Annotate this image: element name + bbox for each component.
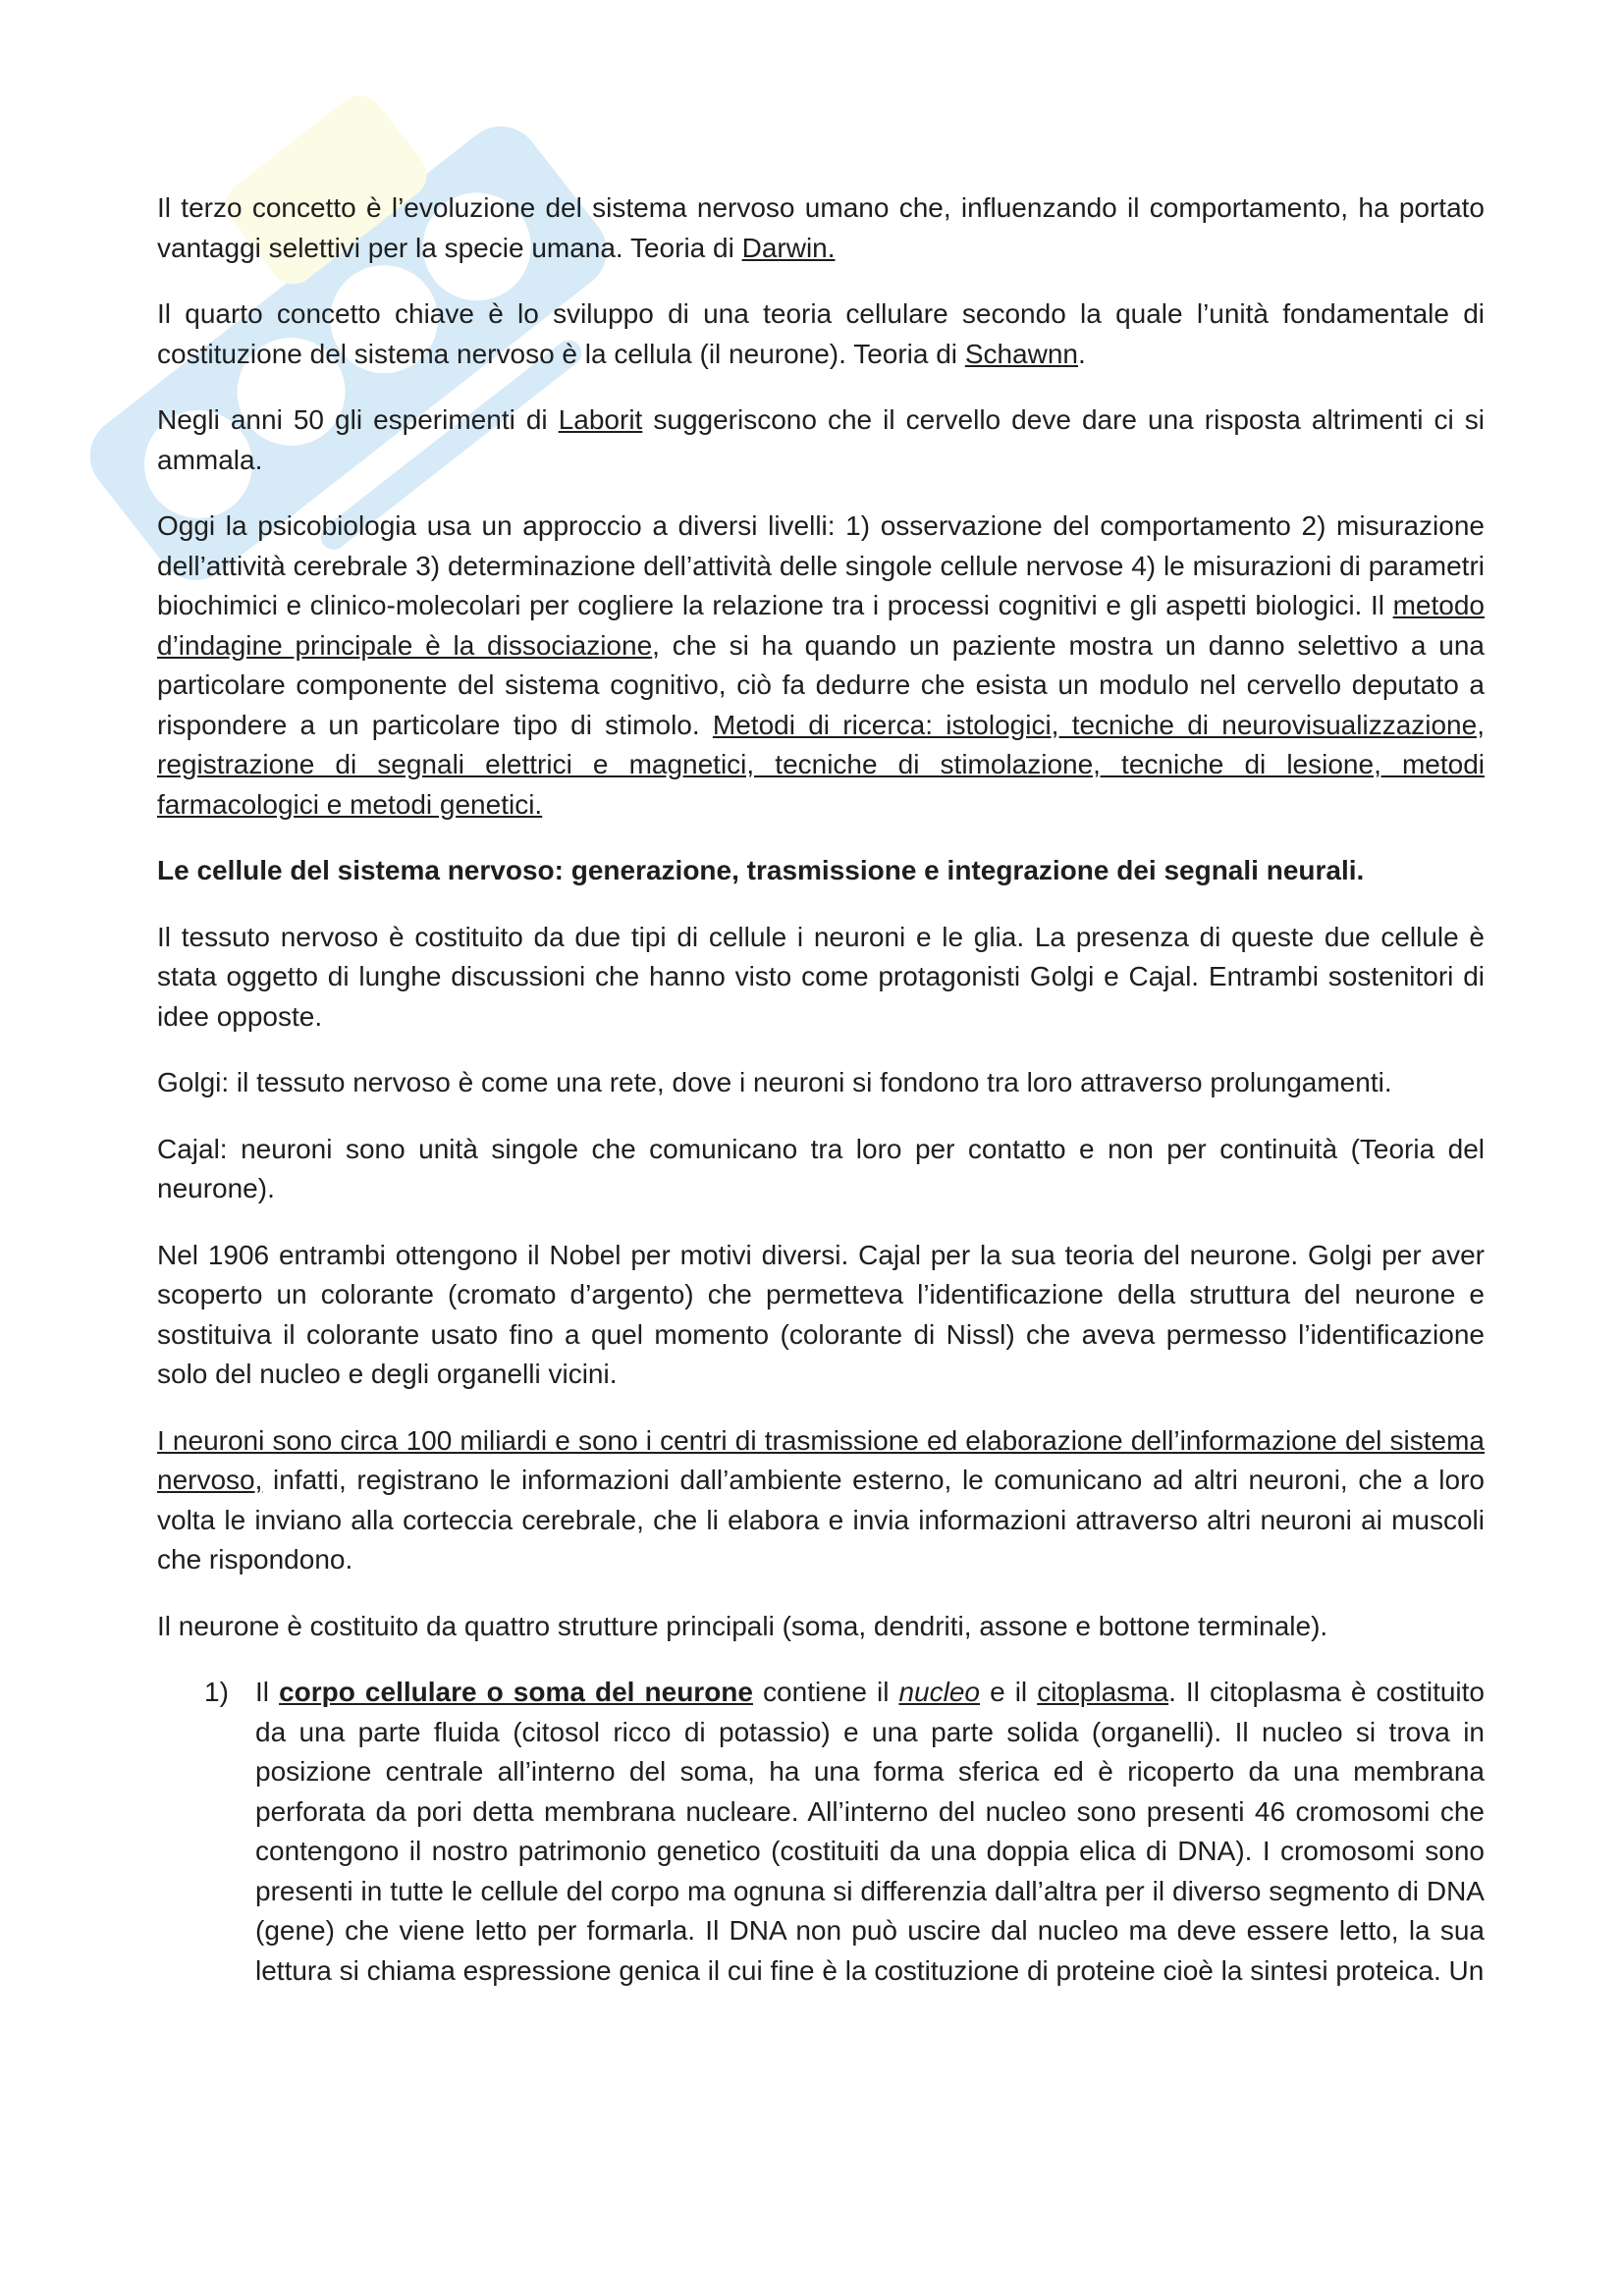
citoplasma-term: citoplasma [1037, 1677, 1169, 1707]
list-item: 1) Il corpo cellulare o soma del neurone contiene il nucleo e il citoplasma. Il citoplasma è costituito da una parte fluida (citosol ricco di potassio) e una parte solida (organelli). Il nucleo si trova in posizione centrale all’interno del soma, ha una forma sferica ed è ricoperto da una membrana perforata da pori detta membrana nucleare. All’interno del nucleo sono presenti 46 cromosomi che contengono il nostro patrimonio genetico (costituiti da una doppia elica di DNA). I cromosomi sono presenti in tutte le cellule del corpo ma ognuna si differenzia dall’altra per il diverso segmento di DNA (gene) che viene letto per formarla. Il DNA non può uscire dal nucleo ma deve essere letto, la sua lettura si chiama espressione genica il cui fine è la costituzione di proteine cioè la sintesi proteica. Un [157, 1673, 1485, 1991]
paragraph-teoria-cellulare: Il quarto concetto chiave è lo sviluppo di una teoria cellulare secondo la quale l’unità fondamentale di costituzione del sistema nervoso è la cellula (il neurone). Teoria di Schawnn. [157, 298, 1485, 369]
document-page [157, 188, 1485, 1991]
paragraph-psicobiologia: Oggi la psicobiologia usa un approccio a diversi livelli: 1) osservazione del comportamento 2) misurazione dell’attività cerebrale 3) determinazione dell’attività delle singole cellule nervose 4) le misurazioni di parametri biochimici e clinico-molecolari per cogliere la relazione tra i processi cognitivi e gli aspetti biologici. Il metodo d’indagine principale è la dissociazione, che si ha quando un paziente mostra un danno selettivo a una particolare componente del sistema cognitivo, ciò fa dedurre che esista un modulo nel cervello deputato a rispondere a un particolare tipo di stimolo. Metodi di ricerca: istologici, tecniche di neurovisualizzazione, registrazione di segnali elettrici e magnetici, tecniche di stimolazione, tecniche di lesione, metodi farmacologici e metodi genetici. [157, 510, 1485, 820]
paragraph-cajal: Cajal: neuroni sono unità singole che comunicano tra loro per contatto e non per continuità (Teoria del neurone). [157, 1133, 1485, 1203]
schawnn-link: Schawnn [964, 338, 1078, 369]
paragraph-evoluzione: Il terzo concetto è l’evoluzione del sistema nervoso umano che, influenzando il comportamento, ha portato vantaggi selettivi per la specie umana. Teoria di Darwin. [157, 192, 1485, 263]
paragraph-neuroni: I neuroni sono circa 100 miliardi e sono i centri di trasmissione ed elaborazione dell’informazione del sistema nervoso, infatti, registrano le informazioni dall’ambiente esterno, le comunicano ad altri neuroni, che a loro volta le inviano alla corteccia cerebrale, che li elabora e invia informazioni attraverso altri neuroni ai muscoli che rispondono. [157, 1424, 1485, 1575]
paragraph-strutture: Il neurone è costituito da quattro strutture principali (soma, dendriti, assone e bottone terminale). [157, 1610, 1328, 1641]
paragraph-laborit: Negli anni 50 gli esperimenti di Laborit suggeriscono che il cervello deve dare una risposta altrimenti ci si ammala. [157, 404, 1485, 475]
neuroni-underline: I neuroni sono circa 100 miliardi e sono i centri di trasmissione ed elaborazione dell’informazione del sistema nervoso, [157, 1424, 1485, 1495]
soma-term: corpo cellulare o soma del neurone [279, 1677, 753, 1707]
structures-list [157, 1673, 1485, 1991]
paragraph-nobel: Nel 1906 entrambi ottengono il Nobel per motivi diversi. Cajal per la sua teoria del neurone. Golgi per aver scoperto un colorante (cromato d’argento) che permetteva l’identificazione della struttura del neurone e sostituiva il colorante usato fino a quel momento (colorante di Nissl) che aveva permesso l’identificazione solo del nucleo e degli organelli vicini. [157, 1239, 1485, 1389]
paragraph-tessuto-nervoso: Il tessuto nervoso è costituito da due tipi di cellule i neuroni e le glia. La presenza di queste due cellule è stata oggetto di lunghe discussioni che hanno visto come protagonisti Golgi e Cajal. Entrambi sostenitori di idee opposte. [157, 921, 1485, 1032]
paragraph-golgi: Golgi: il tessuto nervoso è come una rete, dove i neuroni si fondono tra loro attraverso prolungamenti. [157, 1067, 1392, 1097]
metodi-ricerca-underline: Metodi di ricerca: istologici, tecniche di neurovisualizzazione, registrazione di segnali elettrici e magnetici, tecniche di stimolazione, tecniche di lesione, metodi farmacologici e metodi genetici. [157, 709, 1485, 820]
laborit-link: Laborit [558, 404, 643, 435]
list-marker: 1) [204, 1677, 229, 1707]
metodo-indagine-underline: metodo d’indagine principale è la dissociazione [157, 590, 1485, 661]
section-heading: Le cellule del sistema nervoso: generazione, trasmissione e integrazione dei segnali neurali. [157, 855, 1365, 885]
darwin-link: Darwin. [741, 232, 836, 263]
nucleo-term: nucleo [898, 1677, 980, 1707]
